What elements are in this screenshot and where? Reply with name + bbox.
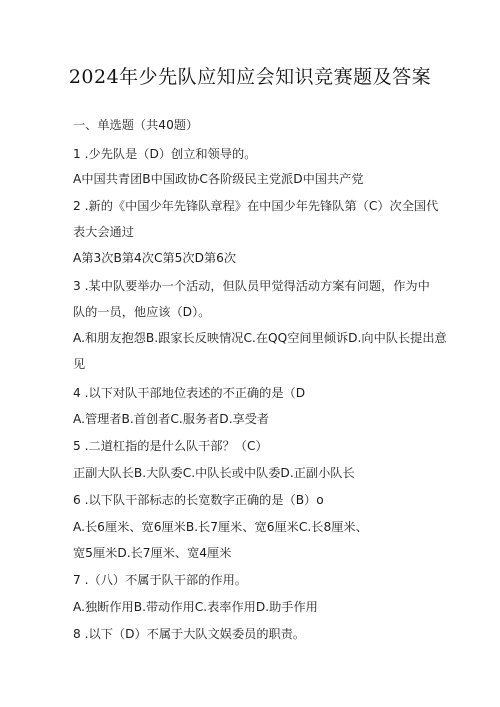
question-2: 2 .新的《中国少年先锋队章程》在中国少年先锋队第（C）次全国代: [73, 199, 439, 213]
question-4-options: A.管理者B.首创者C.服务者D.享受者: [73, 412, 270, 426]
question-5: 5 .二道杠指的是什么队干部？（C）: [73, 439, 268, 453]
question-3-options: A.和朋友抱怨B.跟家长反映情况C.在QQ空间里倾诉D.向中队长提出意: [73, 331, 447, 345]
question-7-options: A.独断作用B.带动作用C.表率作用D.助手作用: [73, 600, 318, 614]
question-2-options: A第3次B第4次C第5次D第6次: [73, 251, 237, 265]
question-3-options-continued: 见: [73, 357, 86, 371]
question-8: 8 .以下（D）不属于大队文娱委员的职责。: [73, 627, 306, 641]
question-1-options: A中国共青团B中国政协C各阶级民主党派D中国共产党: [73, 172, 364, 186]
question-6-options-continued: 宽5厘米D.长7厘米、宽4厘米: [73, 546, 232, 560]
question-2-continued: 表大会通过: [73, 225, 134, 239]
document-title: 2024年少先队应知应会知识竞赛题及答案: [68, 66, 432, 88]
question-6: 6 .以下队干部标志的长宽数字正确的是（B）o: [73, 493, 324, 507]
question-7: 7 .（八）不属于队干部的作用。: [73, 573, 247, 587]
question-6-options: A.长6厘米、宽6厘米B.长7厘米、宽6厘米C.长8厘米、: [73, 520, 368, 534]
question-3-continued: 队的一员，他应该（D）。: [73, 305, 211, 319]
question-4: 4 .以下对队干部地位表述的不正确的是（D: [73, 386, 306, 400]
section-heading: 一、单选题（共40题）: [73, 118, 199, 132]
question-3: 3 .某中队要举办一个活动，但队员甲觉得活动方案有问题，作为中: [73, 279, 430, 293]
question-5-options: 正副大队长B.大队委C.中队长或中队委D.正副小队长: [73, 466, 355, 480]
question-1: 1 .少先队是（D）创立和领导的。: [73, 147, 257, 161]
